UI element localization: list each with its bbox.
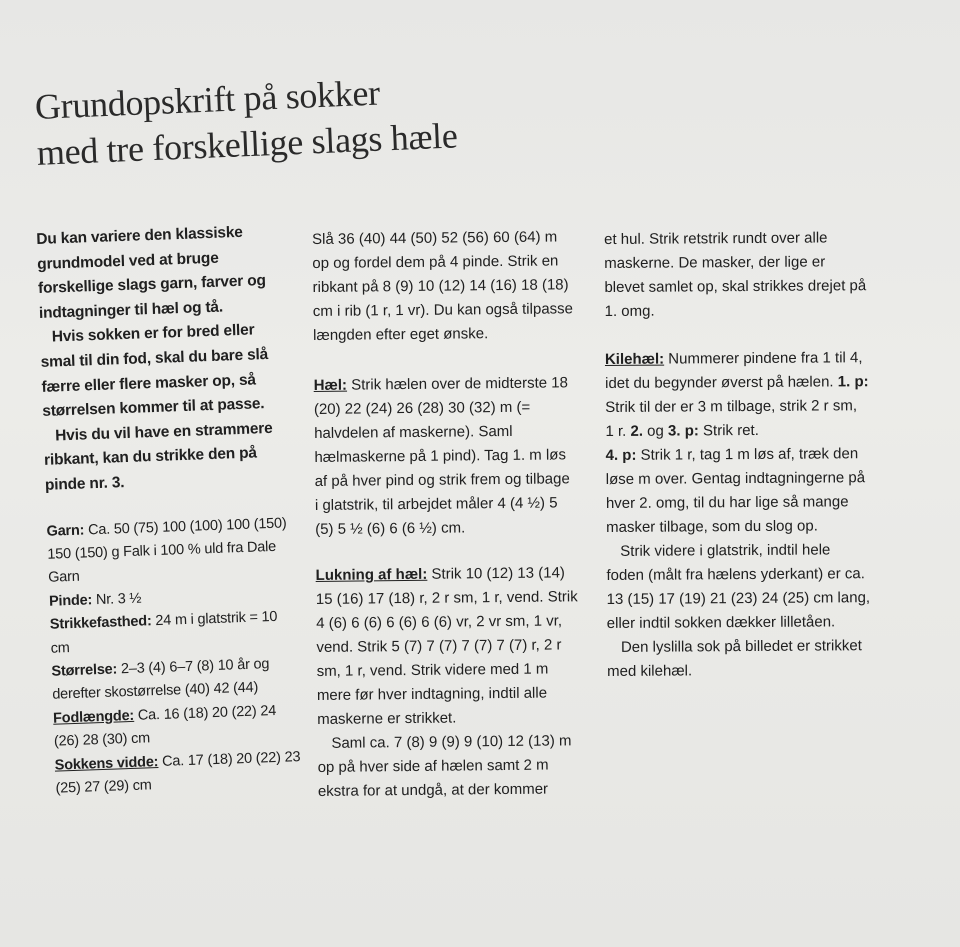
spec-strikkefasthed-label: Strikkefasthed: [49,613,152,633]
lyslilla-paragraph: Den lyslilla sok på billedet er strikket med kilehæl. [607,637,862,680]
spec-sokkens-vidde-value: Ca. 17 (18) 20 (22) 23 (25) 27 (29) cm [55,748,301,797]
title-line-2: med tre forskellige slags hæle [36,115,459,173]
hael-paragraph [314,371,578,542]
kilehael-text: Nummerer pindene fra 1 til 4, idet du begynder øverst på hælen. [605,349,863,392]
pind-1-label: 1. p: [837,373,869,391]
continuation-paragraph: et hul. Strik retstrik rundt over alle maskerne. De masker, der lige er blevet samlet op, skal strikkes drejet på 1. omg. [604,229,867,320]
spec-pinde-value: Nr. 3 ½ [95,590,142,608]
spec-garn-value: Ca. 50 (75) 100 (100) 100 (150) 150 (150) g Falk i 100 % uld fra Dale Garn [47,514,287,587]
spec-sokkens-vidde-label: Sokkens vidde: [54,753,159,774]
pind-3-label: 3. p: [667,422,699,440]
spec-storrelse-value: 2–3 (4) 6–7 (8) 10 år og derefter skostørrelse (40) 42 (44) [52,656,270,704]
spec-storrelse-label: Størrelse: [51,661,118,680]
kilehael-heading: Kilehæl: [604,350,665,368]
intro-section [36,219,295,498]
column-instructions [312,225,580,804]
spec-garn [46,512,298,591]
column-kilehael [604,226,871,684]
intro-paragraph-2: Hvis sokken er for bred eller smal til din fod, skal du bare slå færre eller flere masker op, så størrelsen kommer til at passe. [40,321,269,421]
og-text: og [647,422,664,440]
column-intro [36,219,306,801]
intro-paragraph-1: Du kan variere den klassiske grundmodel ved at bruge forskellige slags garn, farver og indtagninger til hæl og tå. [36,223,266,322]
pind-4-label: 4. p: [605,446,637,464]
page-title [34,61,597,176]
spec-garn-label: Garn: [46,522,85,540]
kilehael-paragraph [605,346,870,540]
cast-on-paragraph: Slå 36 (40) 44 (50) 52 (56) 60 (64) m op og fordel dem på 4 pinde. Strik en ribkant på 8 (9) 10 (12) 14 (16) 18 (18) cm i rib (1 r, 1 vr). Du kan også tilpasse længden efter eget ønske. [312,228,574,344]
lukning-heading: Lukning af hæl: [315,565,428,584]
pind-2-label: 2. [630,422,644,440]
hael-heading: Hæl: [313,376,348,394]
spec-sokkens-vidde [54,746,305,802]
title-line-1: Grundopskrift på sokker [34,72,381,127]
lukning-paragraph [316,561,580,732]
spec-fodlaengde-label: Fodlængde: [52,707,135,727]
strik-videre-paragraph: Strik videre i glatstrik, indtil hele foden (målt fra hælens yderkant) er ca. 13 (15) 17 (19) 21 (23) 24 (25) cm lang, eller indtil sokken dækker lilletåen. [606,541,871,632]
specs-section [46,512,306,801]
spec-fodlaengde-value: Ca. 16 (18) 20 (22) 24 (26) 28 (30) cm [53,702,277,750]
spec-pinde-label: Pinde: [48,592,93,610]
pind-3-text: Strik ret. [702,421,759,440]
pind-4-text: Strik 1 r, tag 1 m løs af, træk den løse m over. Gentag indtagningerne på hver 2. omg, til du har lige så mange masker tilbage, som du slog op. [605,445,866,536]
spec-strikkefasthed-value: 24 m i glatstrik = 10 cm [50,608,278,657]
saml-paragraph: Saml ca. 7 (8) 9 (9) 9 (10) 12 (13) m op på hver side af hælen samt 2 m ekstra for at undgå, at der kommer [317,732,572,800]
lukning-text: Strik 10 (12) 13 (14) 15 (16) 17 (18) r, 2 r sm, 1 r, vend. Strik 4 (6) 6 (6) 6 (6) 6 (6) vr, 2 vr sm, 1 vr, vend. Strik 5 (7) 7 (7) 7 (7) 7 (7) r, 2 r sm, 1 r, vend. Strik videre med 1 m mere før hver indtagning, indtil alle maskerne er strikket. [315,564,578,728]
pind-1-text: Strik til der er 3 m tilbage, strik 2 r sm, 1 r. [605,397,858,440]
intro-paragraph-3: Hvis du vil have en strammere ribkant, kan du strikke den på pinde nr. 3. [43,419,273,494]
hael-text: Strik hælen over de midterste 18 (20) 22 (24) 26 (28) 30 (32) m (= halvdelen af maskerne). Saml hælmaskerne på 1 pind). Tag 1. m løs af på hver pind og strik frem og tilbage i glatstrik, til arbejdet måler 4 (4 ½) 5 (5) 5 ½ (6) 6 (6 ½) cm. [313,374,570,538]
